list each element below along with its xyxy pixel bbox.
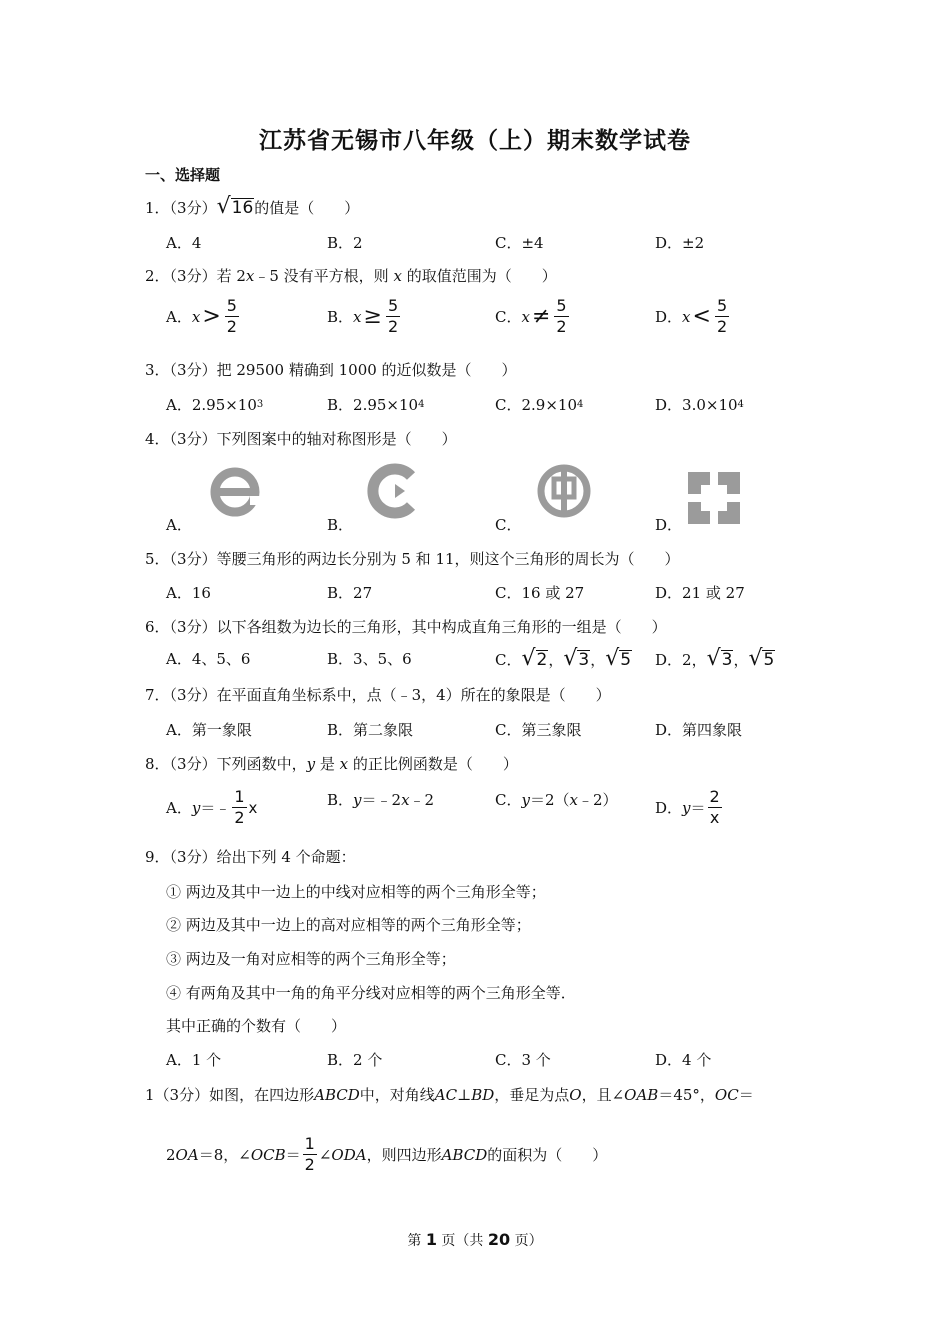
option-d: D． ±2 — [655, 233, 705, 252]
option-b: B． 2 — [327, 233, 363, 252]
e-shape-logo-icon — [206, 463, 264, 521]
option-b: B． x ≥ $\frac{5}{2}$ — [327, 296, 399, 336]
option-d: D． 第四象限 — [655, 721, 743, 739]
option-c: C． ±4 — [495, 233, 544, 252]
question-5: 5．（3分）等腰三角形的两边长分别为 5 和 11，则这个三角形的周长为（ ） — [145, 550, 680, 568]
fraction: $\frac{5}{2}$ — [226, 296, 237, 336]
option-b: B． 第二象限 — [327, 721, 414, 739]
option-d: D． 3.0×10 4 — [655, 395, 744, 414]
option-a: A． 第一象限 — [166, 721, 252, 739]
proposition-3: ③ 两边及一角对应相等的两个三角形全等； — [166, 950, 456, 968]
fraction: $\frac{2}{x}$ — [709, 787, 720, 827]
option-d: D． 2， √ 3 ， √ 5 — [655, 646, 775, 671]
sqrt-expression: √ 5 — [605, 646, 632, 671]
section-heading: 一、选择题 — [145, 166, 221, 184]
option-d: D． y ＝ $\frac{2}{x}$ — [655, 787, 720, 827]
sqrt-expression: √ 5 — [748, 646, 775, 671]
option-d: D． x < $\frac{5}{2}$ — [655, 296, 728, 336]
option-c: C． — [495, 516, 522, 534]
page-footer: 第 1 页（共 20 页） — [407, 1230, 543, 1249]
sqrt-expression: √ 16 — [216, 194, 254, 219]
fraction: $\frac{5}{2}$ — [716, 296, 728, 336]
question-3: 3．（3分）把 29500 精确到 1000 的近似数是（ ） — [145, 361, 517, 379]
option-b: B． 3、5、6 — [327, 650, 412, 668]
question-9-ask: 其中正确的个数有（ ） — [166, 1017, 347, 1035]
option-b: B． y ＝﹣2 x ﹣2 — [327, 790, 435, 809]
question-4: 4．（3分）下列图案中的轴对称图形是（ ） — [145, 430, 457, 448]
page-title: 江苏省无锡市八年级（上）期末数学试卷 — [259, 127, 691, 154]
fraction: $\frac{5}{2}$ — [387, 296, 399, 336]
c-shape-logo-icon — [367, 462, 425, 520]
sqrt-expression: √ 3 — [563, 646, 590, 671]
coin-logo-icon — [535, 462, 593, 520]
option-b: B． 2.95×10 4 — [327, 395, 425, 414]
option-b: B． — [327, 516, 354, 534]
question-7: 7．（3分）在平面直角坐标系中，点（﹣3，4）所在的象限是（ ） — [145, 686, 611, 704]
question-6: 6．（3分）以下各组数为边长的三角形，其中构成直角三角形的一组是（ ） — [145, 618, 667, 636]
option-a: A． — [166, 516, 192, 534]
fraction: $\frac{5}{2}$ — [556, 296, 567, 336]
option-c: C． x ≠ $\frac{5}{2}$ — [495, 296, 567, 336]
question-9: 9．（3分）给出下列 4 个命题： — [145, 848, 356, 866]
question-8: 8．（3分）下列函数中，y 是 x 的正比例函数是（ ） — [145, 755, 518, 773]
fraction: $\frac{1}{2}$ — [234, 787, 245, 827]
option-a: A． 1 个 — [166, 1051, 222, 1069]
option-a: A． 4 — [166, 233, 202, 252]
question-10-line-2: 2 OA ＝8，∠ OCB ＝ $\frac{1}{2}$ ∠ ODA ，则四边形 ABCD 的面积为（ ） — [166, 1134, 608, 1174]
sqrt-expression: √ 3 — [706, 646, 733, 671]
option-a: A． 2.95×10 3 — [166, 395, 264, 414]
proposition-4: ④ 有两角及其中一角的角平分线对应相等的两个三角形全等． — [166, 984, 576, 1002]
proposition-1: ① 两边及其中一边上的中线对应相等的两个三角形全等； — [166, 883, 546, 901]
option-c: C． 3 个 — [495, 1051, 551, 1069]
option-d: D． — [655, 516, 683, 534]
fraction: $\frac{1}{2}$ — [304, 1134, 315, 1174]
option-c: C． 16 或 27 — [495, 584, 585, 602]
option-b: B． 2 个 — [327, 1051, 383, 1069]
option-c: C． 第三象限 — [495, 721, 582, 739]
option-a: A． y ＝﹣ $\frac{1}{2}$ x — [166, 787, 258, 827]
option-d: D． 4 个 — [655, 1051, 712, 1069]
question-10: 1（3分）如图，在四边形ABCD中，对角线AC⊥BD，垂足为点O，且∠OAB＝45°，OC＝ — [145, 1086, 754, 1104]
option-c: C． 2.9×10 4 — [495, 395, 584, 414]
option-d: D． 21 或 27 — [655, 584, 745, 602]
option-c: C． y ＝2（ x ﹣2） — [495, 790, 618, 809]
question-2: 2．（3分）若 2x﹣5 没有平方根，则 x 的取值范围为（ ） — [145, 267, 557, 285]
option-b: B． 27 — [327, 583, 373, 602]
option-c: C． √ 2 ， √ 3 ， √ 5 — [495, 646, 632, 671]
question-1: 1．（3分） √ 16 的值是（ ） — [145, 194, 360, 219]
option-a: A． 16 — [166, 583, 211, 602]
sqrt-expression: √ 2 — [521, 646, 548, 671]
option-a: A． 4、5、6 — [166, 650, 251, 668]
option-a: A． x > $\frac{5}{2}$ — [166, 296, 237, 336]
square-pinwheel-logo-icon — [686, 470, 742, 526]
proposition-2: ② 两边及其中一边上的高对应相等的两个三角形全等； — [166, 916, 531, 934]
